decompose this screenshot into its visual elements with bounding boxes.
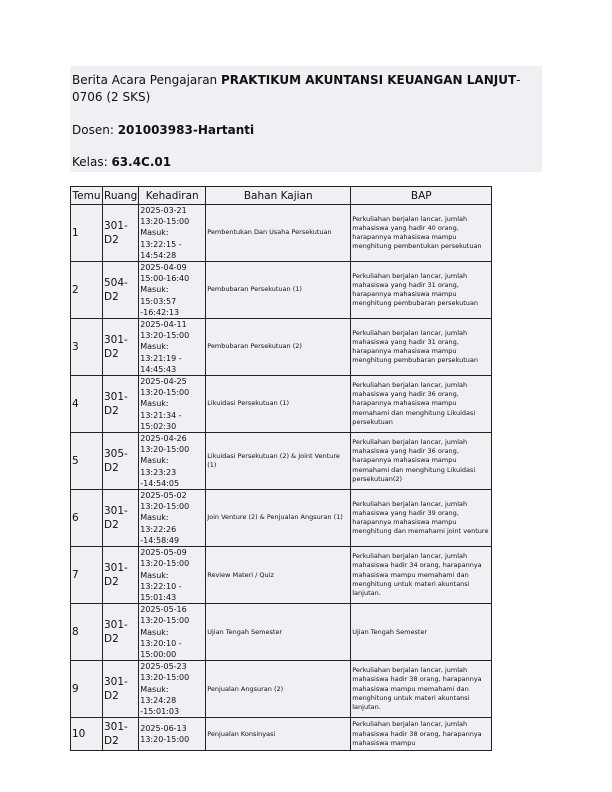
cell-temu: 3 bbox=[71, 319, 103, 376]
table-header-row bbox=[71, 187, 492, 205]
cell-ruang: 301- D2 bbox=[103, 661, 139, 718]
cell-temu: 4 bbox=[71, 376, 103, 433]
cell-temu: 7 bbox=[71, 547, 103, 604]
cell-kehadiran: 2025-05-23 13:20-15:00 Masuk: 13:24:28 -15:01:03 bbox=[139, 661, 206, 718]
cell-bap: Perkuliahan berjalan lancar, jumlah mahasiswa yang hadir 36 orang, harapannya mahasiswa mampu memahami dan menghitung Likuidasi persekutuan(2) bbox=[351, 433, 492, 490]
table-row bbox=[71, 490, 492, 547]
cell-kehadiran: 2025-04-26 13:20-15:00 Masuk: 13:23:23 -14:54:05 bbox=[139, 433, 206, 490]
col-header-bahan-kajian: Bahan Kajian bbox=[206, 187, 351, 205]
table-row bbox=[71, 376, 492, 433]
cell-bap: Perkuliahan berjalan lancar, jumlah mahasiswa yang hadir 31 orang, harapannya mahasiswa mampu menghitung pembubaran persekutuan bbox=[351, 262, 492, 319]
cell-temu: 9 bbox=[71, 661, 103, 718]
cell-bahan-kajian: Penjualan Konsinyasi bbox=[206, 718, 351, 751]
cell-bahan-kajian: Ujian Tengah Semester bbox=[206, 604, 351, 661]
cell-temu: 2 bbox=[71, 262, 103, 319]
cell-kehadiran: 2025-06-13 13:20-15:00 bbox=[139, 718, 206, 751]
class-name: 63.4C.01 bbox=[111, 155, 172, 169]
col-header-kehadiran: Kehadiran bbox=[139, 187, 206, 205]
cell-bap: Perkuliahan berjalan lancar, jumlah mahasiswa yang hadir 31 orang, harapannya mahasiswa mampu menghitung pembubaran persekutuan bbox=[351, 319, 492, 376]
course-code: -0706 (2 SKS) bbox=[72, 73, 521, 104]
cell-ruang: 301- D2 bbox=[103, 718, 139, 751]
cell-bap: Perkuliahan berjalan lancar, jumlah mahasiswa hadir 38 orang, harapannya mahasiswa mampu bbox=[351, 718, 492, 751]
document-title bbox=[72, 72, 540, 106]
cell-ruang: 301- D2 bbox=[103, 376, 139, 433]
cell-bap: Perkuliahan berjalan lancar, jumlah mahasiswa yang hadir 40 orang, harapannya mahasiswa mampu menghitung pembentukan persekutuan bbox=[351, 205, 492, 262]
cell-ruang: 504- D2 bbox=[103, 262, 139, 319]
cell-kehadiran: 2025-04-11 13:20-15:00 Masuk: 13:21:19 - 14:45:43 bbox=[139, 319, 206, 376]
cell-temu: 8 bbox=[71, 604, 103, 661]
cell-temu: 1 bbox=[71, 205, 103, 262]
cell-bahan-kajian: Likuidasi Persekutuan (2) & Joint Venture (1) bbox=[206, 433, 351, 490]
cell-ruang: 301- D2 bbox=[103, 604, 139, 661]
cell-kehadiran: 2025-03-21 13:20-15:00 Masuk: 13:22:15 - 14:54:28 bbox=[139, 205, 206, 262]
table-row bbox=[71, 718, 492, 751]
cell-temu: 6 bbox=[71, 490, 103, 547]
col-header-temu: Temu bbox=[71, 187, 103, 205]
col-header-ruang: Ruang bbox=[103, 187, 139, 205]
cell-bahan-kajian: Likuidasi Persekutuan (1) bbox=[206, 376, 351, 433]
cell-ruang: 305- D2 bbox=[103, 433, 139, 490]
cell-ruang: 301- D2 bbox=[103, 490, 139, 547]
cell-bahan-kajian: Pembubaran Persekutuan (2) bbox=[206, 319, 351, 376]
cell-bahan-kajian: Penjualan Angsuran (2) bbox=[206, 661, 351, 718]
lecturer-line bbox=[72, 122, 254, 139]
class-label: Kelas: bbox=[72, 155, 112, 169]
table-row bbox=[71, 205, 492, 262]
table-row bbox=[71, 547, 492, 604]
cell-ruang: 301- D2 bbox=[103, 319, 139, 376]
cell-kehadiran: 2025-05-02 13:20-15:00 Masuk: 13:22:26 -14:58:49 bbox=[139, 490, 206, 547]
cell-ruang: 301- D2 bbox=[103, 547, 139, 604]
table-row bbox=[71, 319, 492, 376]
col-header-bap: BAP bbox=[351, 187, 492, 205]
cell-bap: Perkuliahan berjalan lancar, jumlah mahasiswa yang hadir 36 orang, harapannya mahasiswa mampu memahami dan menghitung Likuidasi persekutuan bbox=[351, 376, 492, 433]
cell-kehadiran: 2025-05-09 13:20-15:00 Masuk: 13:22:10 - 15:01:43 bbox=[139, 547, 206, 604]
lecturer-name: 201003983-Hartanti bbox=[117, 123, 255, 137]
cell-kehadiran: 2025-05-16 13:20-15:00 Masuk: 13:20:10 - 15:00:00 bbox=[139, 604, 206, 661]
cell-bahan-kajian: Join Venture (2) & Penjualan Angsuran (1) bbox=[206, 490, 351, 547]
cell-bahan-kajian: Review Materi / Quiz bbox=[206, 547, 351, 604]
document-header bbox=[70, 66, 542, 172]
course-name: PRAKTIKUM AKUNTANSI KEUANGAN LANJUT bbox=[220, 73, 517, 87]
cell-kehadiran: 2025-04-25 13:20-15:00 Masuk: 13:21:34 - 15:02:30 bbox=[139, 376, 206, 433]
cell-temu: 10 bbox=[71, 718, 103, 751]
attendance-table bbox=[70, 186, 492, 751]
cell-bap: Perkuliahan berjalan lancar, jumlah mahasiswa yang hadir 39 orang, harapannya mahasiswa mampu menghitung dan memahami joint venture bbox=[351, 490, 492, 547]
table-row bbox=[71, 604, 492, 661]
title-prefix: Berita Acara Pengajaran bbox=[72, 73, 221, 87]
cell-kehadiran: 2025-04-09 15:00-16:40 Masuk: 15:03:57 -16:42:13 bbox=[139, 262, 206, 319]
table-row bbox=[71, 661, 492, 718]
cell-bahan-kajian: Pembubaran Persekutuan (1) bbox=[206, 262, 351, 319]
cell-temu: 5 bbox=[71, 433, 103, 490]
cell-ruang: 301- D2 bbox=[103, 205, 139, 262]
cell-bap: Ujian Tengah Semester bbox=[351, 604, 492, 661]
lecturer-label: Dosen: bbox=[72, 123, 118, 137]
table-row bbox=[71, 433, 492, 490]
table-row bbox=[71, 262, 492, 319]
class-line bbox=[72, 154, 171, 171]
cell-bahan-kajian: Pembentukan Dan Usaha Persekutuan bbox=[206, 205, 351, 262]
cell-bap: Perkuliahan berjalan lancar, jumlah mahasiswa hadir 38 orang, harapannya mahasiswa mampu memahami dan menghitung untuk materi akuntansi lanjutan. bbox=[351, 661, 492, 718]
cell-bap: Perkuliahan berjalan lancar, jumlah mahasiswa hadir 34 orang, harapannya mahasiswa mampu memahami dan menghitung untuk materi akuntansi lanjutan. bbox=[351, 547, 492, 604]
